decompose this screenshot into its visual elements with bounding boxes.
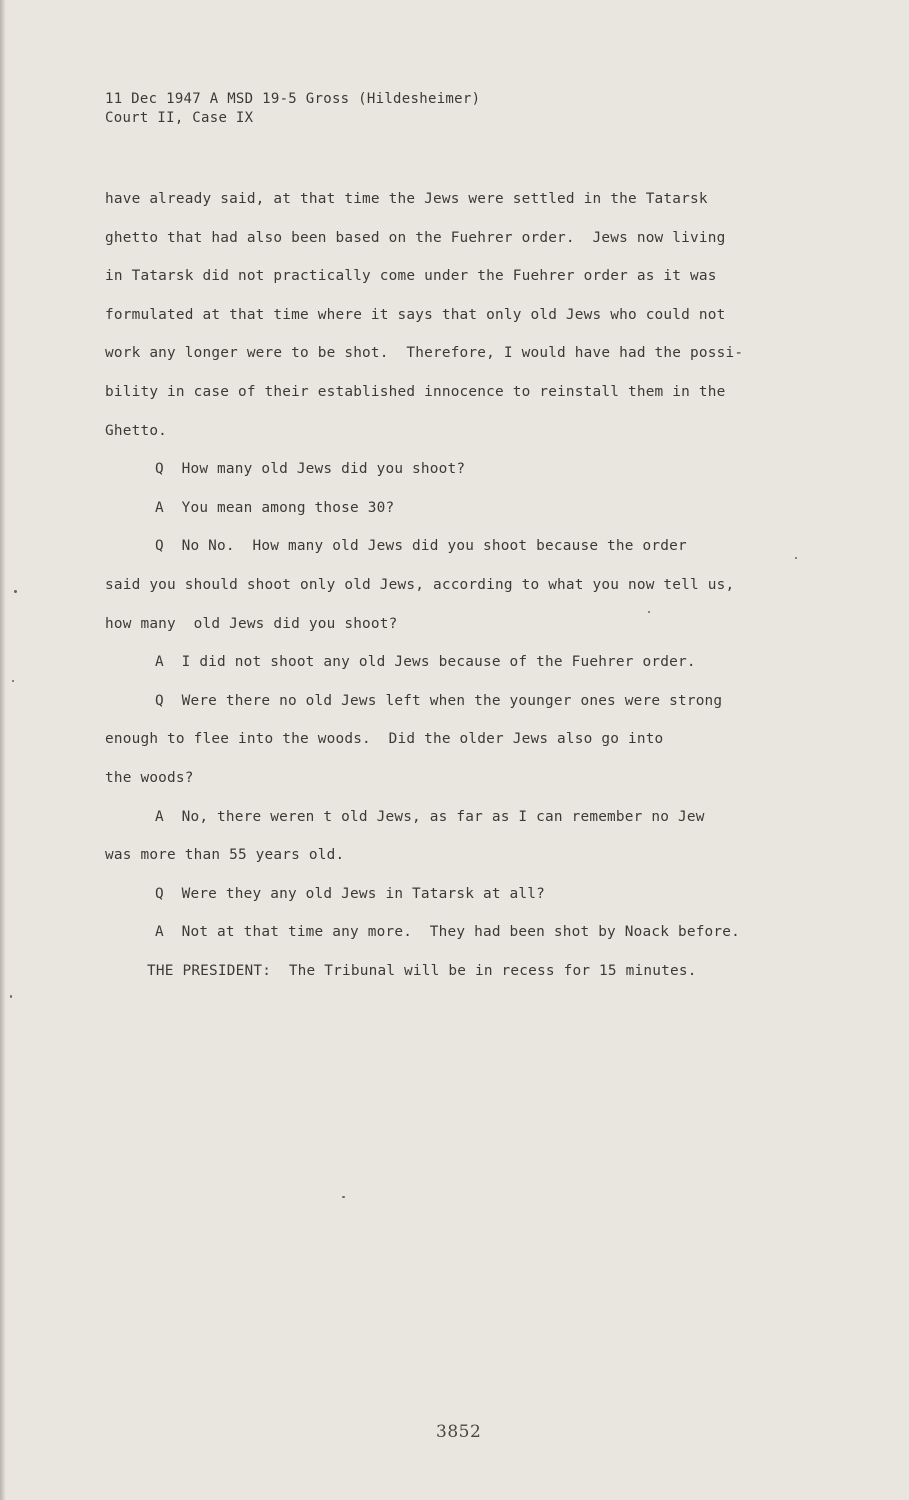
page-number: 3852	[436, 1422, 482, 1442]
answer-line: A No, there weren t old Jews, as far as I can remember no Jew	[155, 808, 705, 825]
paper-speck	[12, 680, 14, 682]
question-line: Q No No. How many old Jews did you shoot because the order	[155, 538, 687, 555]
paper-speck	[342, 1196, 345, 1198]
transcript-line: in Tatarsk did not practically come under the Fuehrer order as it was	[105, 268, 717, 285]
paper-speck	[10, 995, 12, 998]
transcript-body	[105, 187, 805, 997]
transcript-line: bility in case of their established innocence to reinstall them in the	[105, 383, 726, 400]
question-line: Q Were there no old Jews left when the younger ones were strong	[155, 692, 723, 709]
answer-line: A You mean among those 30?	[155, 499, 395, 516]
transcript-line: enough to flee into the woods. Did the older Jews also go into	[105, 731, 664, 748]
transcript-line: was more than 55 years old.	[105, 847, 345, 864]
transcript-line: the woods?	[105, 769, 194, 786]
question-line: Q How many old Jews did you shoot?	[155, 461, 466, 478]
header-date-line: 11 Dec 1947 A MSD 19-5 Gross (Hildesheimer)	[105, 91, 481, 107]
transcript-line: have already said, at that time the Jews were settled in the Tatarsk	[105, 191, 708, 207]
answer-line: A Not at that time any more. They had been shot by Noack before.	[155, 924, 741, 941]
transcript-line: ghetto that had also been based on the Fuehrer order. Jews now living	[105, 229, 726, 246]
president-line: THE PRESIDENT: The Tribunal will be in recess for 15 minutes.	[147, 962, 697, 979]
transcript-line: work any longer were to be shot. Therefore, I would have had the possi-	[105, 345, 744, 362]
question-line: Q Were they any old Jews in Tatarsk at all?	[155, 885, 546, 902]
paper-speck	[795, 557, 797, 559]
paper-speck	[14, 590, 17, 593]
document-header	[105, 90, 480, 128]
transcript-line: formulated at that time where it says that only old Jews who could not	[105, 306, 726, 323]
header-court-line: Court II, Case IX	[105, 110, 254, 126]
transcript-line: said you should shoot only old Jews, according to what you now tell us,	[105, 576, 735, 593]
answer-line: A I did not shoot any old Jews because of the Fuehrer order.	[155, 654, 696, 671]
transcript-line: how many old Jews did you shoot?	[105, 615, 398, 632]
transcript-line: Ghetto.	[105, 422, 168, 439]
paper-speck	[648, 611, 650, 613]
